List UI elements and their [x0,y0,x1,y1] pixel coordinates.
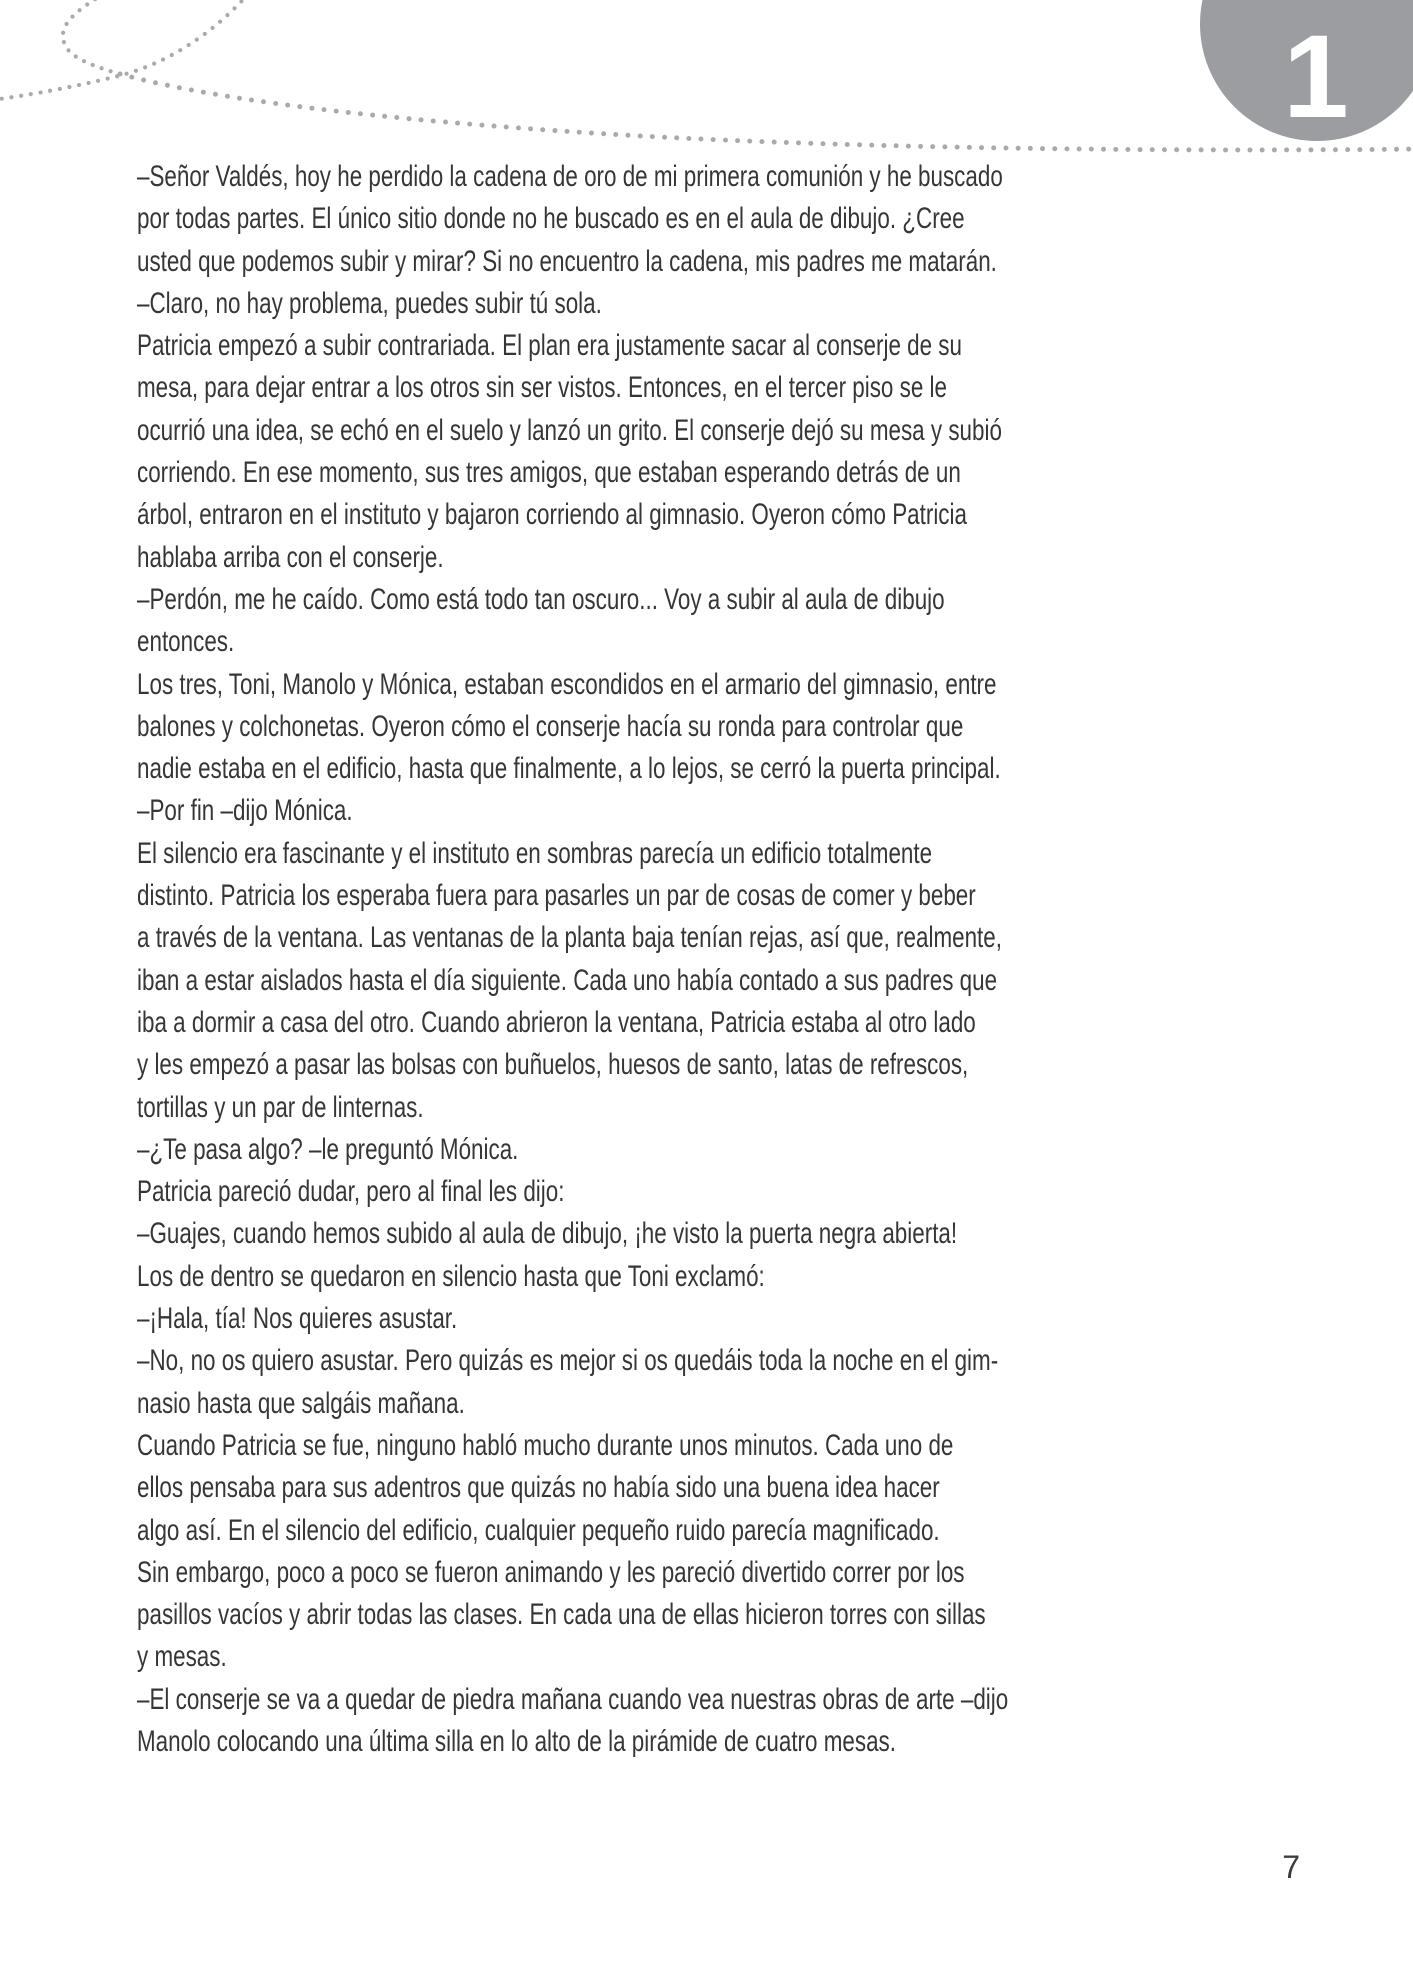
text-line: Cuando Patricia se fue, ninguno habló mucho durante unos minutos. Cada uno de [137,1428,954,1462]
text-line: –No, no os quiero asustar. Pero quizás es mejor si os quedáis toda la noche en el gim- [137,1344,999,1378]
text-line: entonces. [137,625,235,659]
text-line: algo así. En el silencio del edificio, cualquier pequeño ruido parecía magnificado. [137,1513,940,1547]
text-line: Los tres, Toni, Manolo y Mónica, estaban escondidos en el armario del gimnasio, entre [137,667,997,701]
story-text [137,156,1237,1763]
text-line: Patricia empezó a subir contrariada. El plan era justamente sacar al conserje de su [137,329,962,363]
text-line: hablaba arriba con el conserje. [137,540,444,574]
text-line: a través de la ventana. Las ventanas de la planta baja tenían rejas, así que, realmente, [137,921,1002,955]
text-line: corriendo. En ese momento, sus tres amigos, que estaban esperando detrás de un [137,456,961,490]
dotted-rising-curve [0,0,250,100]
page-number: 7 [1282,1849,1300,1885]
text-line: –Guajes, cuando hemos subido al aula de dibujo, ¡he visto la puerta negra abierta! [137,1217,958,1251]
text-line: nadie estaba en el edificio, hasta que finalmente, a lo lejos, se cerró la puerta principal. [137,752,1001,786]
text-line: y les empezó a pasar las bolsas con buñuelos, huesos de santo, latas de refrescos, [137,1048,969,1082]
text-line: por todas partes. El único sitio donde no he buscado es en el aula de dibujo. ¿Cree [137,202,965,236]
text-line: –Por fin –dijo Mónica. [137,794,353,828]
text-line: balones y colchonetas. Oyeron cómo el conserje hacía su ronda para controlar que [137,709,964,743]
text-line: distinto. Patricia los esperaba fuera para pasarles un par de cosas de comer y beber [137,879,976,913]
text-line: usted que podemos subir y mirar? Si no encuentro la cadena, mis padres me matarán. [137,244,997,278]
text-line: Sin embargo, poco a poco se fueron animando y les pareció divertido correr por los [137,1555,965,1589]
text-line: –Perdón, me he caído. Como está todo tan oscuro... Voy a subir al aula de dibujo [137,582,945,616]
text-line: –Claro, no hay problema, puedes subir tú sola. [137,286,602,320]
text-line: ocurrió una idea, se echó en el suelo y lanzó un grito. El conserje dejó su mesa y subió [137,413,1002,447]
text-line: Los de dentro se quedaron en silencio hasta que Toni exclamó: [137,1259,765,1293]
text-line: pasillos vacíos y abrir todas las clases. En cada una de ellas hicieron torres con sillas [137,1598,986,1632]
text-line: iban a estar aislados hasta el día siguiente. Cada uno había contado a sus padres que [137,963,998,997]
unit-number: 1 [1283,11,1347,143]
text-line: Patricia pareció dudar, pero al final les dijo: [137,1175,565,1209]
text-line: mesa, para dejar entrar a los otros sin ser vistos. Entonces, en el tercer piso se le [137,371,947,405]
text-line: –Señor Valdés, hoy he perdido la cadena de oro de mi primera comunión y he buscado [137,160,1003,193]
text-line: –¿Te pasa algo? –le preguntó Mónica. [137,1132,519,1166]
text-line: El silencio era fascinante y el instituto en sombras parecía un edificio totalmente [137,836,933,870]
text-line: –El conserje se va a quedar de piedra mañana cuando vea nuestras obras de arte –dijo [137,1682,1009,1716]
text-line: Manolo colocando una última silla en lo alto de la pirámide de cuatro mesas. [137,1724,896,1758]
text-line: nasio hasta que salgáis mañana. [137,1386,465,1420]
text-line: iba a dormir a casa del otro. Cuando abrieron la ventana, Patricia estaba al otro lado [137,1005,976,1039]
text-line: ellos pensaba para sus adentros que quizás no había sido una buena idea hacer [137,1471,940,1505]
text-line: tortillas y un par de linternas. [137,1090,424,1124]
text-line: árbol, entraron en el instituto y bajaron corriendo al gimnasio. Oyeron cómo Patricia [137,498,967,532]
text-line: –¡Hala, tía! Nos quieres asustar. [137,1302,458,1336]
text-line: y mesas. [137,1640,227,1674]
dotted-loop-curve [63,0,120,74]
